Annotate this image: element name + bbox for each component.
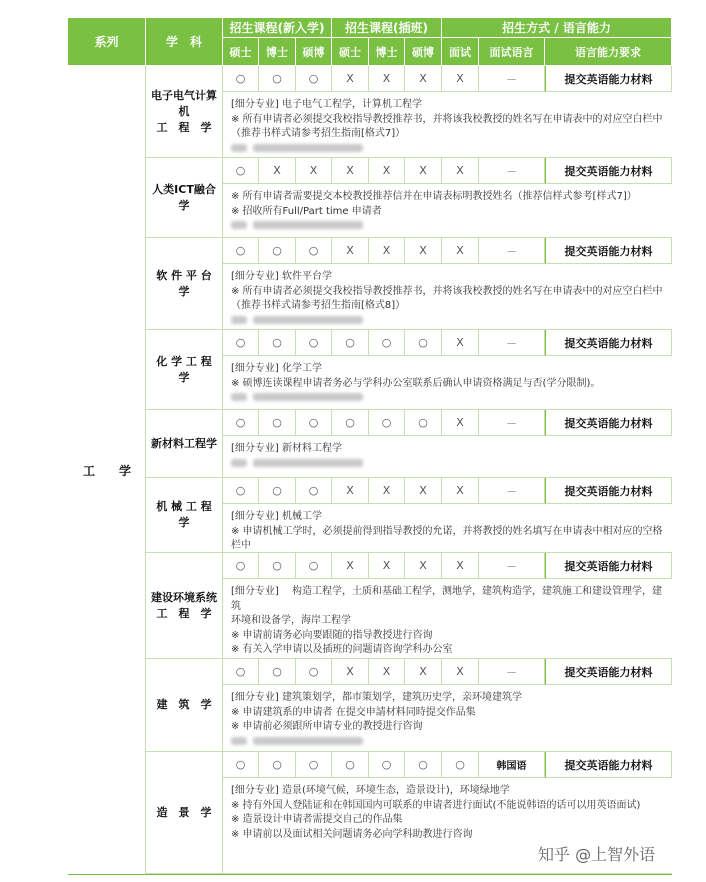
subject-name: 建 筑 学 [146,659,223,752]
header-subject: 学 科 [146,18,223,66]
mark-cell: X [405,553,442,579]
mark-cell: ○ [405,752,442,778]
mark-cell: ○ [405,410,442,436]
mark-cell: X [332,659,369,685]
mark-cell: ○ [369,410,405,436]
mark-cell: X [296,158,332,184]
mark-cell: X [332,478,369,504]
header-group-method: 招生方式 / 语言能力 [442,18,672,38]
mark-cell: ○ [332,410,369,436]
language-requirement: 提交英语能力材料 [545,553,672,579]
language-requirement: 提交英语能力材料 [545,478,672,504]
header-sub-2: 硕博 [296,38,332,66]
mark-cell: X [369,238,405,264]
mark-cell: ○ [369,752,405,778]
header-sub-6: 面试 [442,38,479,66]
note-line: ※ 申请机械工学时，必须提前得到指导教授的允诺，并将教授的姓名填写在申请表中相对应的空格栏中 [231,525,663,551]
mark-cell: ○ [223,478,259,504]
mark-cell: X [332,158,369,184]
notes-block [223,184,672,238]
mark-cell: ○ [332,752,369,778]
mark-cell: ○ [223,330,259,356]
note-line: [细分专业] 机械工学 [231,511,322,522]
mark-cell: ○ [223,752,259,778]
language-requirement: 提交英语能力材料 [545,66,672,92]
language-requirement: 提交英语能力材料 [545,752,672,778]
mark-cell: ○ [296,238,332,264]
notes-block [223,264,672,330]
notes-block [223,92,672,158]
notes-block [223,685,672,752]
header-sub-1: 博士 [259,38,296,66]
mark-cell: X [442,158,479,184]
note-line: ※ 硕博连读课程申请者务必与学科办公室联系后确认申请资格满足与否(学分限制)。 [231,377,601,389]
language-requirement: 提交英语能力材料 [545,238,672,264]
note-line: ※ 申请前以及面试相关问题请务必向学科助教进行咨询 [231,828,473,840]
header-sub-5: 硕博 [405,38,442,66]
mark-cell: X [442,478,479,504]
mark-cell: X [405,478,442,504]
mark-cell: ○ [442,752,479,778]
mark-cell: ○ [223,553,259,579]
note-line: ※ 申请前请务必向要跟随的指导教授进行咨询 [231,629,433,641]
mark-cell: X [442,659,479,685]
note-line: [细分专业] 建筑策划学，都市策划学，建筑历史学，亲环境建筑学 [231,692,522,703]
notes-block [223,436,672,478]
language-requirement: 提交英语能力材料 [545,410,672,436]
mark-cell: X [369,553,405,579]
header-sub-3: 硕士 [332,38,369,66]
subject-name: 造 景 学 [146,752,223,874]
note-line: （推荐书样式请参考招生指南[格式8]） [231,300,406,311]
mark-cell: X [332,238,369,264]
note-line: ※ 所有申请者必须提交我校指导教授推荐书，并将该我校教授的姓名写在申请表中的对应空白栏中 [231,285,663,297]
notes-block [223,579,672,659]
subject-name: 化 学 工 程 学 [146,330,223,410]
mark-cell: ○ [259,238,296,264]
mark-cell: X [405,238,442,264]
mark-cell: ○ [259,553,296,579]
mark-cell: ○ [259,659,296,685]
mark-cell: － [479,330,545,356]
department-label: 工 学 [82,464,131,478]
redacted-contact [231,735,672,750]
mark-cell: ○ [259,752,296,778]
redacted-contact [231,142,672,157]
note-line: [细分专业] 新材料工程学 [231,443,342,454]
language-requirement: 提交英语能力材料 [545,330,672,356]
note-line: ※ 申请前必须跟所申请专业的教授进行咨询 [231,721,423,732]
mark-cell: X [369,158,405,184]
mark-cell: ○ [223,238,259,264]
bottom-border [68,874,672,875]
note-line: ※ 有关入学申请以及插班的问题请咨询学科办公室 [231,644,453,655]
mark-cell: ○ [259,410,296,436]
notes-block [223,356,672,410]
mark-cell: ○ [296,478,332,504]
mark-cell: ○ [296,553,332,579]
mark-cell: X [442,330,479,356]
mark-cell: X [442,553,479,579]
note-line: [细分专业] 化学工学 [231,363,322,374]
note-line: （推荐书样式请参考招生指南[格式7]） [231,128,406,139]
header-sub-4: 博士 [369,38,405,66]
mark-cell: － [479,553,545,579]
watermark: 知乎 @上智外语 [538,845,656,864]
mark-cell: ○ [223,410,259,436]
header-department: 系列 [68,18,146,66]
mark-cell: X [369,66,405,92]
redacted-contact [231,314,672,329]
mark-cell: ○ [369,330,405,356]
mark-cell: X [442,410,479,436]
mark-cell: X [405,66,442,92]
note-line: ※ 招收所有Full/Part time 申请者 [231,205,382,217]
note-line: [细分专业] 造景(环境气候，环境生态，造景设计)，环境绿地学 [231,785,510,796]
language-requirement: 提交英语能力材料 [545,659,672,685]
note-line: ※ 持有外国人登陆证和在韩国国内可联系的申请者进行面试(不能说韩语的话可以用英语面试) [231,799,641,811]
notes-block [223,504,672,553]
mark-cell: 韩国语 [479,752,545,778]
mark-cell: X [369,659,405,685]
redacted-contact [231,219,672,234]
mark-cell: ○ [223,659,259,685]
header-group-transfer: 招生课程(插班) [332,18,442,38]
mark-cell: ○ [296,410,332,436]
mark-cell: ○ [296,66,332,92]
subject-name: 人类ICT融合学 [146,158,223,238]
mark-cell: ○ [296,659,332,685]
note-line: ※ 所有申请者必须提交我校指导教授推荐书，并将该我校教授的姓名写在申请表中的对应空白栏中 [231,113,663,125]
mark-cell: ○ [259,478,296,504]
header-group-new: 招生课程(新入学) [223,18,332,38]
mark-cell: X [332,66,369,92]
mark-cell: － [479,478,545,504]
note-line: [细分专业] 电子电气工程学，计算机工程学 [231,99,422,110]
note-line: 环境和设备学，海岸工程学 [231,615,351,626]
mark-cell: X [259,158,296,184]
note-line: [细分专业] 软件平台学 [231,271,332,282]
note-line: ※ 造景设计申请者需提交自己的作品集 [231,814,403,825]
note-line: [细分专业] 构造工程学，土质和基础工程学，测地学，建筑构造学，建筑施工和建设管理学，建筑 [231,586,662,612]
subject-name: 建设环境系统 工 程 学 [146,553,223,659]
mark-cell: ○ [259,66,296,92]
mark-cell: X [405,659,442,685]
redacted-contact [231,391,672,406]
mark-cell: X [369,478,405,504]
header-sub-8: 语言能力要求 [545,38,672,66]
mark-cell: X [332,553,369,579]
mark-cell: － [479,410,545,436]
redacted-contact [231,457,672,472]
mark-cell: － [479,66,545,92]
subject-name: 机 械 工 程 学 [146,478,223,553]
mark-cell: ○ [259,330,296,356]
header-sub-7: 面试语言 [479,38,545,66]
mark-cell: － [479,158,545,184]
mark-cell: ○ [296,752,332,778]
subject-name: 电子电气计算机 工 程 学 [146,66,223,158]
mark-cell: ○ [405,330,442,356]
header-sub-0: 硕士 [223,38,259,66]
mark-cell: － [479,238,545,264]
mark-cell: X [442,238,479,264]
mark-cell: ○ [332,330,369,356]
subject-name: 软 件 平 台 学 [146,238,223,330]
mark-cell: ○ [223,66,259,92]
note-line: ※ 所有申请者需要提交本校教授推荐信并在申请表标明教授姓名（推荐信样式参考[样式7]） [231,191,637,202]
mark-cell: X [442,66,479,92]
language-requirement: 提交英语能力材料 [545,158,672,184]
mark-cell: ○ [223,158,259,184]
subject-name: 新材料工程学 [146,410,223,478]
note-line: ※ 申请建筑系的申请者 在提交申請材料同時提交作品集 [231,706,476,718]
mark-cell: － [479,659,545,685]
mark-cell: ○ [296,330,332,356]
mark-cell: X [405,158,442,184]
